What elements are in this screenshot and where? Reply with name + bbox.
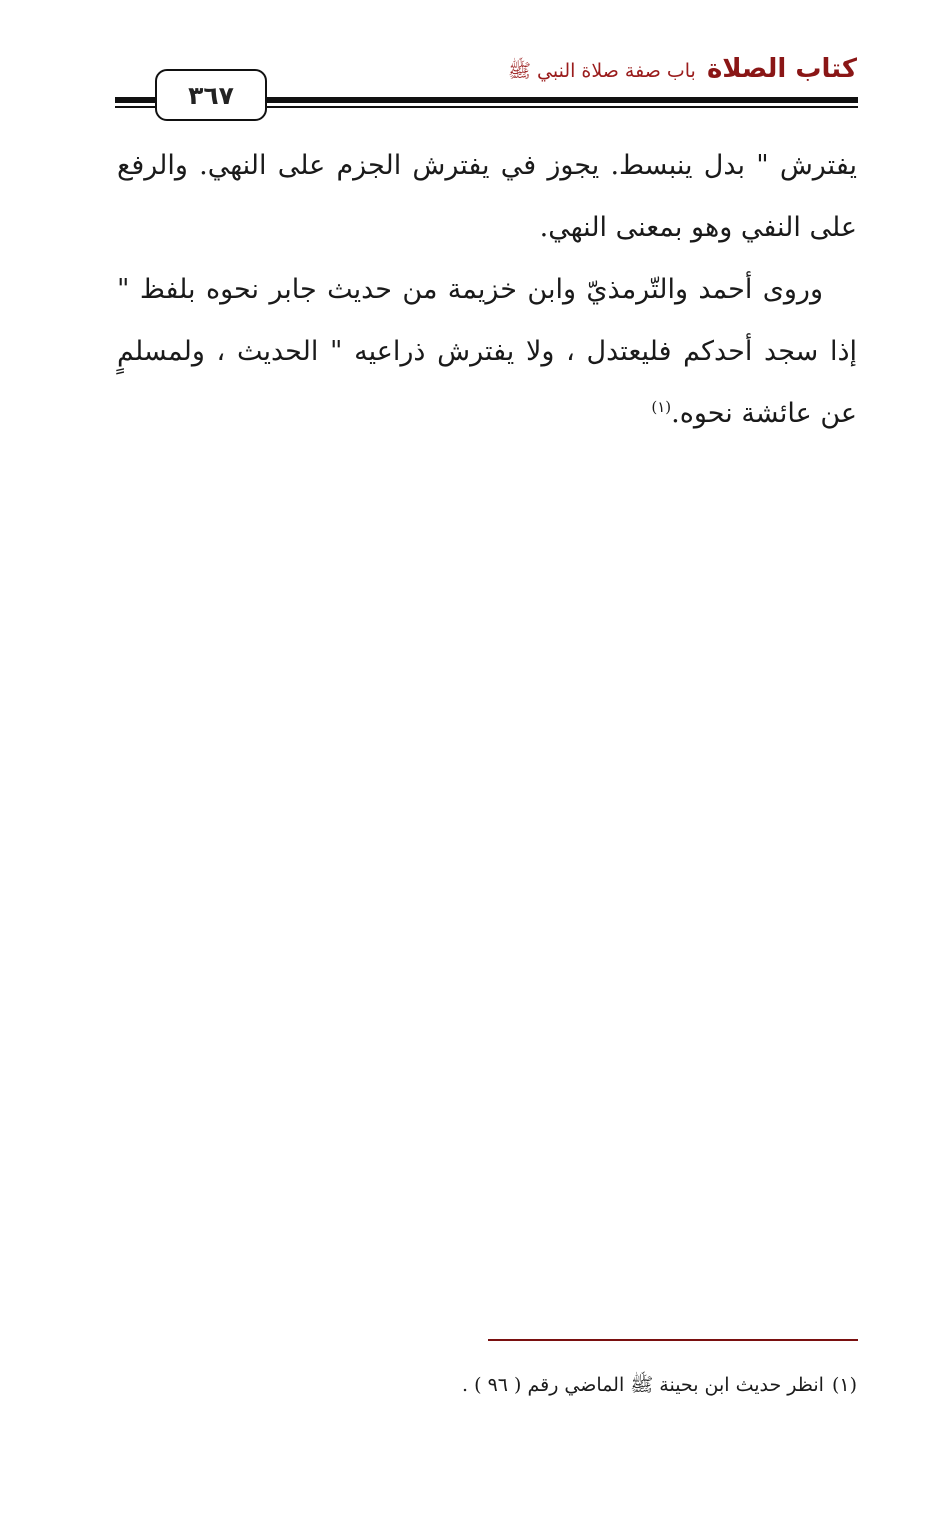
footnote-text: انظر حديث ابن بحينة ﷺ الماضي رقم ( ٩٦ ) . [462, 1374, 824, 1396]
book-title: كتاب الصلاة [706, 54, 857, 84]
paragraph: يفترش " بدل ينبسط. يجوز في يفترش الجزم على النهي. والرفع على النفي وهو بمعنى النهي. [117, 150, 857, 243]
running-header [508, 54, 857, 87]
main-text [117, 135, 857, 445]
page-header [0, 0, 945, 130]
chapter-title: باب صفة صلاة النبي ﷺ [508, 60, 696, 82]
paragraph-text: وروى أحمد والتّرمذيّ وابن خزيمة من حديث جابر نحوه بلفظ " إذا سجد أحدكم فليعتدل ، ولا يفترش ذراعيه " الحديث ، ولمسلمٍ عن عائشة نحوه. [117, 274, 857, 429]
paragraph [117, 259, 857, 445]
footnote [117, 1370, 857, 1400]
page-number: ٣٦٧ [155, 69, 267, 121]
footnote-marker: (١) [831, 1374, 857, 1396]
footnote-divider [488, 1339, 858, 1341]
footnote-reference[interactable]: (١) [651, 398, 672, 416]
